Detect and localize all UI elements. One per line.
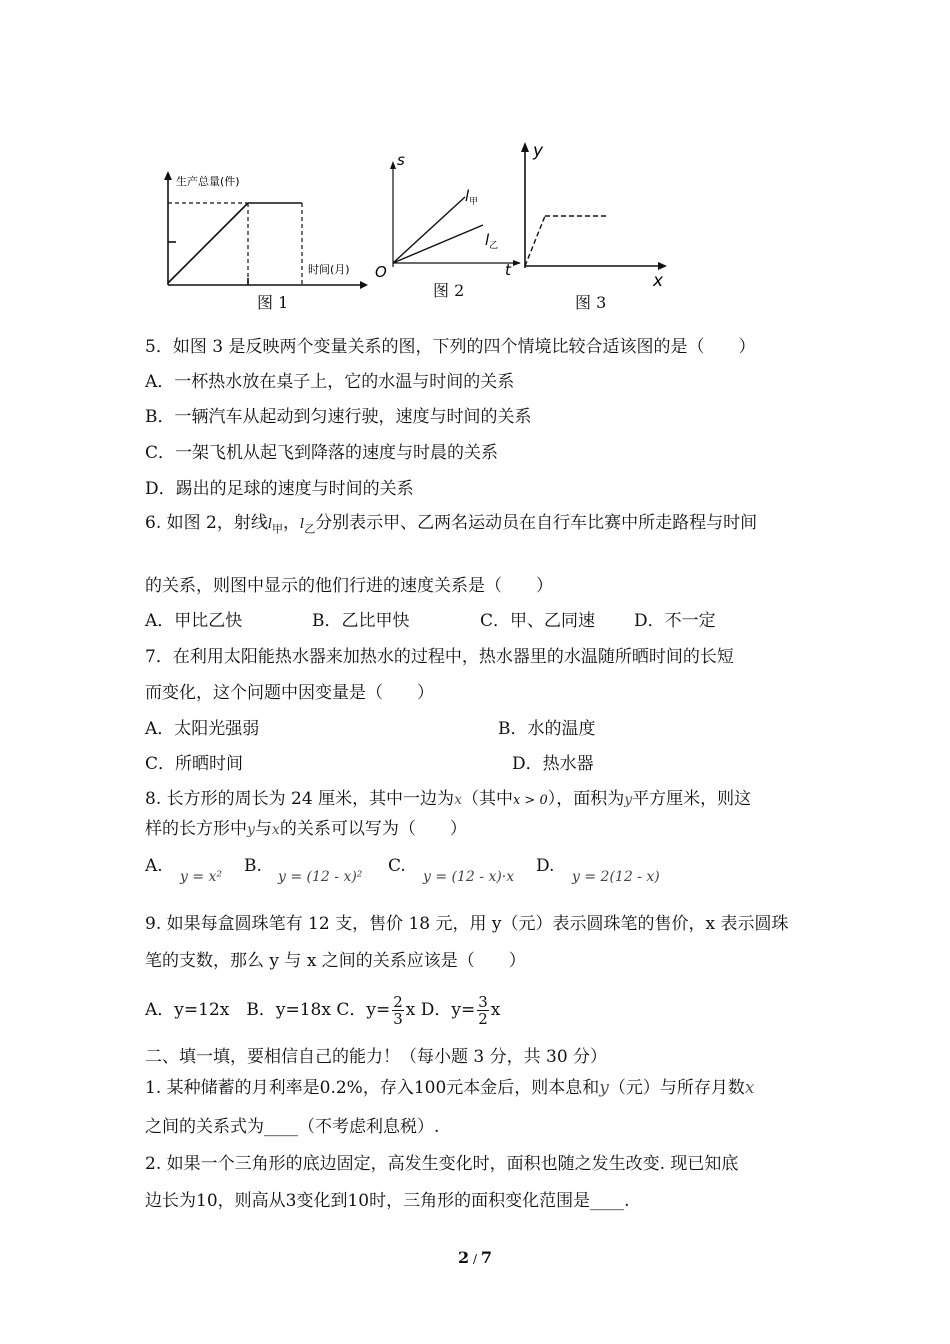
- fig2-t-label: t: [505, 261, 511, 279]
- q6-stem: 6. 如图 2，射线$l_甲$，$l_乙$分别表示甲、乙两名运动员在自行车比赛中所走路程与时间: [145, 513, 758, 536]
- f1-stem-1: 1. 某种储蓄的月利率是0.2%，存入100元本金后，则本息和y（元）与所存月数x: [145, 1078, 755, 1098]
- q6-option-b: B．乙比甲快: [312, 611, 410, 631]
- fig1-rising-line: [168, 203, 248, 283]
- page-number: 2 / 7: [458, 1248, 492, 1267]
- q9-option-b: B．y=18x: [246, 1000, 331, 1020]
- q8-option-b: y = (12 - x)²: [278, 869, 363, 885]
- q7-stem-1: 7．在利用太阳能热水器来加热水的过程中，热水器里的水温随所晒时间的长短: [145, 647, 734, 667]
- q7-option-d: D．热水器: [512, 754, 594, 774]
- q6-stem-2: 的关系，则图中显示的他们行进的速度关系是（ ）: [145, 576, 553, 596]
- q5-option-c: C．一架飞机从起飞到降落的速度与时晨的关系: [145, 443, 499, 463]
- q9-options: [145, 990, 500, 1030]
- q8-stem-2: 样的长方形中y与x的关系可以写为（ ）: [145, 819, 467, 839]
- q9-option-a: A．y=12x: [145, 1000, 230, 1020]
- q8-option-c-label: C.: [388, 856, 406, 876]
- fig1-x-label: 时间(月): [308, 263, 350, 276]
- fig3-caption: 图 3: [575, 293, 607, 312]
- q8-option-d-label: D.: [536, 856, 555, 876]
- q9-option-d: D．y= $\frac{3}{2}$ x: [420, 993, 501, 1028]
- fig1-y-arrow: [164, 171, 172, 180]
- fig2-line-jia: [393, 197, 465, 263]
- q5-option-b: B．一辆汽车从起动到匀速行驶，速度与时间的关系: [145, 407, 532, 427]
- fig2-s-arrow: [390, 161, 396, 169]
- fig3-x-label: x: [653, 271, 664, 288]
- q9-option-c: C．y= $\frac{2}{3}$ x: [336, 993, 416, 1028]
- q8-option-a-label: A.: [145, 856, 163, 876]
- fig2-origin: O: [375, 263, 387, 281]
- fig3-y-arrow: [521, 142, 529, 152]
- fig3-y-label: y: [533, 141, 544, 161]
- q8-option-a: y = x²: [180, 869, 223, 885]
- q5-option-d: D．踢出的足球的速度与时间的关系: [145, 479, 414, 499]
- f2-stem-2: 边长为10，则高从3变化到10时，三角形的面积变化范围是____.: [145, 1191, 630, 1211]
- fig1-y-label: 生产总量(件): [176, 175, 240, 188]
- fig2-caption: 图 2: [433, 281, 465, 300]
- figure-3: [515, 138, 675, 288]
- fig2-line-yi: [393, 225, 483, 263]
- fig2-label-yi: $l_乙$: [485, 231, 499, 251]
- q7-option-c: C．所晒时间: [145, 754, 244, 774]
- f2-stem-1: 2. 如果一个三角形的底边固定，高发生变化时，面积也随之发生改变. 现已知底: [145, 1154, 739, 1174]
- q8-option-b-label: B.: [244, 856, 262, 876]
- fig1-caption: 图 1: [257, 293, 289, 312]
- fig3-x-arrow: [658, 262, 667, 270]
- fig3-dash-rise: [525, 216, 545, 266]
- q6-option-c: C．甲、乙同速: [480, 611, 596, 631]
- q8-option-c: y = (12 - x)·x: [423, 869, 515, 885]
- q8-stem-1: 8. 长方形的周长为 24 厘米，其中一边为x（其中x > 0），面积为y平方厘米，则这: [145, 789, 752, 809]
- q7-option-b: B．水的温度: [498, 719, 596, 739]
- q5-stem: 5．如图 3 是反映两个变量关系的图，下列的四个情境比较合适该图的是（ ）: [145, 337, 756, 357]
- q7-stem-2: 而变化，这个问题中因变量是（ ）: [145, 683, 434, 703]
- fig2-label-jia: $l_甲$: [465, 187, 479, 207]
- f1-stem-2: 之间的关系式为____（不考虑利息税）.: [145, 1117, 440, 1137]
- q8-option-d: y = 2(12 - x): [572, 869, 660, 885]
- q9-stem-1: 9. 如果每盒圆珠笔有 12 支，售价 18 元，用 y（元）表示圆珠笔的售价，x 表示圆珠: [145, 914, 789, 934]
- q6-option-d: D．不一定: [634, 611, 716, 631]
- q5-option-a: A．一杯热水放在桌子上，它的水温与时间的关系: [145, 372, 515, 392]
- section-2-title: 二、填一填，要相信自己的能力！（每小题 3 分，共 30 分）: [145, 1047, 608, 1067]
- q9-stem-2: 笔的支数，那么 y 与 x 之间的关系应该是（ ）: [145, 951, 526, 971]
- fig2-s-label: s: [397, 151, 405, 169]
- q7-option-a: A．太阳光强弱: [145, 719, 260, 739]
- figure-2: [365, 145, 525, 285]
- q6-option-a: A．甲比乙快: [145, 611, 243, 631]
